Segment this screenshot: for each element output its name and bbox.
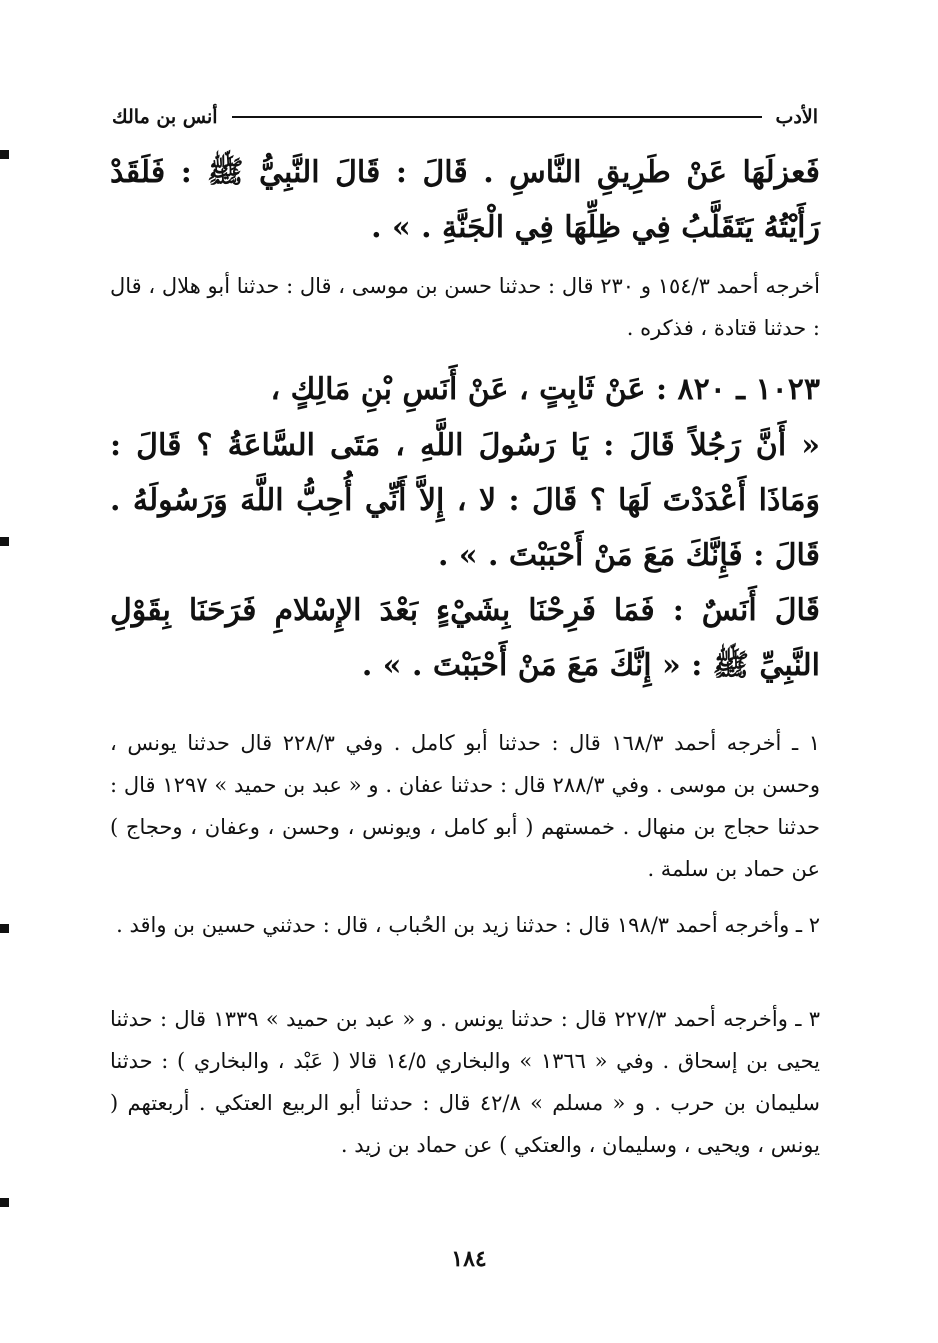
footnote-1: ١ ـ أخرجه أحمد ١٦٨/٣ قال : حدثنا أبو كامل . وفي ٢٢٨/٣ قال حدثنا يونس ، وحسن بن موسى . وفي ٢٨٨/٣ قال : حدثنا عفان . و « عبد بن حميد » ١٢٩٧ قال : حدثنا حجاج بن منهال . خمستهم ( أبو كامل ، ويونس ، وحسن ، وعفان ، وحجاج ) عن حماد بن سلمة .	[110, 731, 820, 881]
hadith-tail-text: فَعزلَهَا عَنْ طَرِيقِ النَّاسِ . قَالَ : قَالَ النَّبِيُّ ﷺ : فَلَقَدْ رَأَيْتُهُ يَتَقَلَّبُ فِي ظِلِّهَا فِي الْجَنَّةِ . » .	[110, 155, 820, 245]
scan-edge-mark	[0, 1198, 9, 1207]
footnote-2: ٢ ـ وأخرجه أحمد ١٩٨/٣ قال : حدثنا زيد بن الحُباب ، قال : حدثني حسين بن واقد .	[116, 913, 820, 937]
scan-edge-mark	[0, 924, 9, 933]
header-section-title: الأدب	[775, 106, 818, 128]
header-rule	[232, 116, 762, 118]
page-number: ١٨٤	[451, 1246, 487, 1272]
anas-saying: قَالَ أَنَسٌ : فَمَا فَرِحْنَا بِشَيْءٍ بَعْدَ الإِسْلامِ فَرَحَنَا بِقَوْلِ النَّبِيِّ ﷺ : « إِنَّكَ مَعَ مَنْ أَحْبَبْتَ . » .	[110, 593, 820, 683]
header-chapter-title: أنس بن مالك	[112, 106, 218, 128]
hadith-isnad: ١٠٢٣ ـ ٨٢٠ : عَنْ ثَابِتٍ ، عَنْ أَنَسِ بْنِ مَالِكٍ ،	[270, 372, 820, 407]
takhrij-paragraph: أخرجه أحمد ١٥٤/٣ و ٢٣٠ قال : حدثنا حسن بن موسى ، قال : حدثنا أبو هلال ، قال : حدثنا قتادة ، فذكره .	[110, 274, 820, 340]
hadith-matn: « أَنَّ رَجُلاً قَالَ : يَا رَسُولَ اللَّهِ ، مَتَى السَّاعَةُ ؟ قَالَ : وَمَاذَا أَعْدَدْتَ لَهَا ؟ قَالَ : لا ، إِلاَّ أَنِّي أُحِبُّ اللَّهَ وَرَسُولَهُ . قَالَ : فَإِنَّكَ مَعَ مَنْ أَحْبَبْتَ . » .	[110, 428, 820, 573]
footnote-3: ٣ ـ وأخرجه أحمد ٢٢٧/٣ قال : حدثنا يونس . و « عبد بن حميد » ١٣٣٩ قال : حدثنا يحيى بن إسحاق . وفي « ١٣٦٦ » والبخاري ١٤/٥ قالا ( عَبْد ، والبخاري ) : حدثنا سليمان بن حرب . و « مسلم » ٤٢/٨ قال : حدثنا أبو الربيع العتكي . أربعتهم ( يونس ، ويحيى ، وسليمان ، والعتكي ) عن حماد بن زيد .	[110, 1007, 821, 1157]
scan-edge-mark	[0, 150, 9, 159]
scan-edge-mark	[0, 537, 9, 546]
running-header	[112, 102, 818, 132]
